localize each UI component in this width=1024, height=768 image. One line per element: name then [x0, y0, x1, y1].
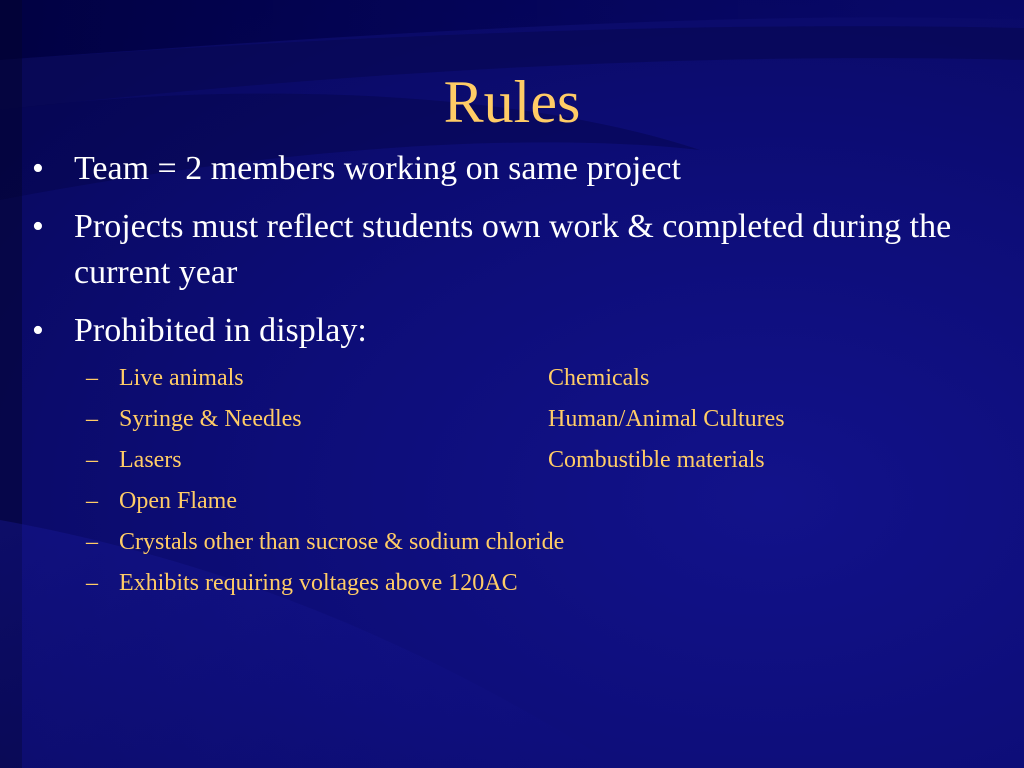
prohibited-item	[86, 485, 986, 526]
prohibited-item-left: Crystals other than sucrose & sodium chloride	[119, 529, 565, 555]
bullet-item	[32, 204, 972, 296]
prohibited-item	[86, 567, 986, 608]
prohibited-item-left: Exhibits requiring voltages above 120AC	[119, 570, 518, 596]
bullet-item	[32, 308, 972, 354]
bullet-dot: •	[32, 150, 44, 187]
bullet-text: Team = 2 members working on same project	[74, 150, 681, 187]
dash-marker: –	[86, 447, 98, 473]
dash-marker: –	[86, 365, 98, 391]
dash-marker: –	[86, 529, 98, 555]
prohibited-items-list	[86, 362, 986, 608]
prohibited-item-left: Lasers	[119, 447, 182, 473]
prohibited-item	[86, 403, 986, 444]
prohibited-item-right: Combustible materials	[548, 447, 765, 473]
prohibited-item-left: Open Flame	[119, 488, 237, 514]
bullet-text: Projects must reflect students own work & completed during the current year	[74, 208, 952, 291]
prohibited-item	[86, 444, 986, 485]
prohibited-item-right: Chemicals	[548, 365, 650, 391]
bullet-item	[32, 146, 972, 192]
bullet-dot: •	[32, 312, 44, 349]
prohibited-item-left: Syringe & Needles	[119, 406, 302, 432]
bullet-text: Prohibited in display:	[74, 312, 367, 349]
prohibited-item	[86, 526, 986, 567]
bullet-list	[32, 146, 972, 366]
bullet-dot: •	[32, 208, 44, 245]
dash-marker: –	[86, 570, 98, 596]
prohibited-item-right: Human/Animal Cultures	[548, 406, 785, 432]
prohibited-item-left: Live animals	[119, 365, 244, 391]
prohibited-item	[86, 362, 986, 403]
dash-marker: –	[86, 488, 98, 514]
slide-title: Rules	[443, 69, 581, 135]
dash-marker: –	[86, 406, 98, 432]
